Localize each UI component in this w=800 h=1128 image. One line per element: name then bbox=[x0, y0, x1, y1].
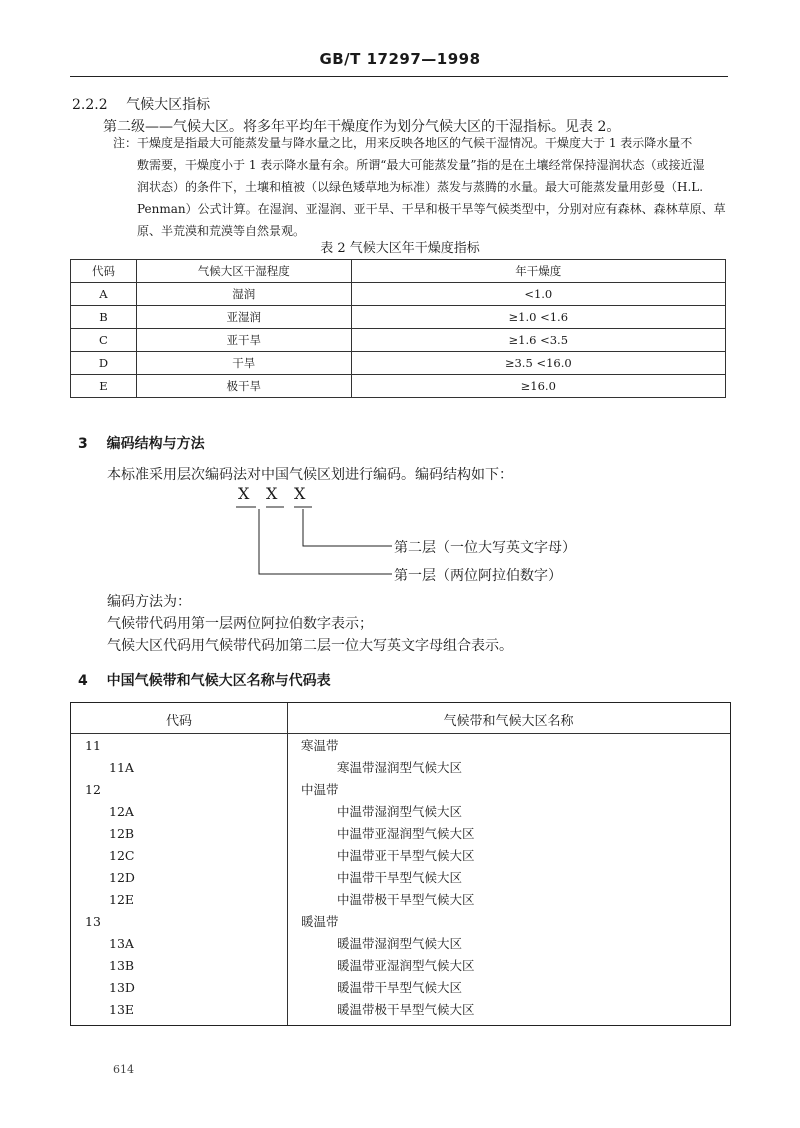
section-title: 气候大区指标 bbox=[126, 97, 211, 113]
cell-humidity: 极干旱 bbox=[136, 375, 351, 398]
section-3-intro: 本标准采用层次编码法对中国气候区划进行编码。编码结构如下： bbox=[107, 467, 513, 483]
table-2 bbox=[70, 259, 726, 398]
section-number: 3 bbox=[78, 436, 88, 452]
cell-humidity: 干旱 bbox=[136, 352, 351, 375]
col-header-humidity: 气候大区干湿程度 bbox=[136, 260, 351, 283]
climate-code-table bbox=[70, 702, 731, 1026]
cell-humidity: 亚干旱 bbox=[136, 329, 351, 352]
col-header-code: 代码 bbox=[71, 260, 137, 283]
row-code: 12 bbox=[85, 782, 101, 797]
row-code: 13D bbox=[109, 980, 135, 995]
coding-method bbox=[107, 591, 513, 657]
row-code: 13E bbox=[109, 1002, 135, 1017]
table-2-caption: 表 2 气候大区年干燥度指标 bbox=[320, 241, 480, 256]
row-name: 暖温带湿润型气候大区 bbox=[337, 936, 463, 951]
table-row bbox=[71, 306, 726, 329]
row-name: 暖温带干旱型气候大区 bbox=[337, 980, 463, 995]
row-code: 11 bbox=[85, 738, 101, 753]
table-row bbox=[71, 352, 726, 375]
coding-structure-diagram bbox=[226, 482, 626, 592]
col-header-aridity: 年干燥度 bbox=[351, 260, 725, 283]
row-name: 中温带亚湿润型气候大区 bbox=[337, 826, 475, 841]
layer-2-label: 第二层（一位大写英文字母） bbox=[394, 540, 576, 556]
code-symbol: X bbox=[238, 484, 250, 503]
method-line: 气候带代码用第一层两位阿拉伯数字表示； bbox=[107, 616, 373, 632]
row-name: 中温带干旱型气候大区 bbox=[337, 870, 463, 885]
cell-code: E bbox=[71, 375, 137, 398]
section-2-2-2-heading bbox=[72, 94, 210, 114]
note-line: Penman）公式计算。在湿润、亚湿润、亚干旱、干旱和极干旱等气候类型中，分别对应有森林、森林草原、草 bbox=[137, 202, 726, 216]
cell-code: B bbox=[71, 306, 137, 329]
row-code: 12A bbox=[109, 804, 134, 819]
method-line: 编码方法为： bbox=[107, 594, 191, 610]
row-name: 暖温带 bbox=[301, 914, 339, 929]
section-3-heading bbox=[78, 433, 205, 453]
row-name: 暖温带极干旱型气候大区 bbox=[337, 1002, 475, 1017]
section-title: 中国气候带和气候大区名称与代码表 bbox=[106, 673, 331, 689]
table-row bbox=[71, 283, 726, 306]
section-4-heading bbox=[78, 670, 331, 690]
code-symbol: X bbox=[294, 484, 306, 503]
cell-humidity: 湿润 bbox=[136, 283, 351, 306]
note-line: 注：干燥度是指最大可能蒸发量与降水量之比，用来反映各地区的气候干湿情况。干燥度大于 1 表示降水量不 bbox=[113, 136, 693, 150]
layer-1-label: 第一层（两位阿拉伯数字） bbox=[394, 568, 562, 584]
table-header-row bbox=[71, 260, 726, 283]
note-block bbox=[113, 132, 728, 242]
row-name: 中温带亚干旱型气候大区 bbox=[337, 848, 475, 863]
row-code: 12B bbox=[109, 826, 135, 841]
cell-code: A bbox=[71, 283, 137, 306]
section-number: 2.2.2 bbox=[72, 97, 108, 113]
standard-code: GB/T 17297—1998 bbox=[319, 50, 481, 68]
table-row bbox=[71, 329, 726, 352]
section-number: 4 bbox=[78, 673, 88, 689]
row-name: 中温带湿润型气候大区 bbox=[337, 804, 463, 819]
method-line: 气候大区代码用气候带代码加第二层一位大写英文字母组合表示。 bbox=[107, 638, 513, 654]
row-code: 13B bbox=[109, 958, 135, 973]
row-name: 中温带 bbox=[301, 782, 339, 797]
column-divider bbox=[287, 703, 288, 1025]
note-line: 敷需要，干燥度小于 1 表示降水量有余。所谓“最大可能蒸发量”指的是在土壤经常保持湿润状态（或接近湿 bbox=[137, 158, 705, 172]
cell-code: C bbox=[71, 329, 137, 352]
row-code: 13 bbox=[85, 914, 101, 929]
row-code: 12E bbox=[109, 892, 135, 907]
cell-humidity: 亚湿润 bbox=[136, 306, 351, 329]
row-name: 暖温带亚湿润型气候大区 bbox=[337, 958, 475, 973]
cell-code: D bbox=[71, 352, 137, 375]
note-line: 润状态）的条件下，土壤和植被（以绿色矮草地为标准）蒸发与蒸腾的水量。最大可能蒸发量用彭曼（H.L. bbox=[137, 180, 704, 194]
cell-aridity: ≥1.0 <1.6 bbox=[351, 306, 725, 329]
row-code: 13A bbox=[109, 936, 134, 951]
col-header-name: 气候带和气候大区名称 bbox=[443, 714, 574, 729]
section-title: 编码结构与方法 bbox=[106, 436, 205, 452]
cell-aridity: ≥1.6 <3.5 bbox=[351, 329, 725, 352]
cell-aridity: ≥3.5 <16.0 bbox=[351, 352, 725, 375]
row-code: 11A bbox=[109, 760, 134, 775]
cell-aridity: ≥16.0 bbox=[351, 375, 725, 398]
page-number: 614 bbox=[113, 1063, 134, 1076]
row-name: 寒温带湿润型气候大区 bbox=[337, 760, 463, 775]
table-row bbox=[71, 375, 726, 398]
row-name: 中温带极干旱型气候大区 bbox=[337, 892, 475, 907]
cell-aridity: <1.0 bbox=[351, 283, 725, 306]
col-header-code: 代码 bbox=[165, 714, 192, 729]
note-line: 原、半荒漠和荒漠等自然景观。 bbox=[137, 224, 306, 238]
section-2-2-2-paragraph: 第二级——气候大区。将多年平均年干燥度作为划分气候大区的干湿指标。见表 2。 bbox=[103, 119, 621, 135]
row-name: 寒温带 bbox=[301, 738, 339, 753]
row-code: 12C bbox=[109, 848, 135, 863]
code-symbol: X bbox=[266, 484, 278, 503]
row-code: 12D bbox=[109, 870, 135, 885]
header-divider bbox=[70, 76, 728, 77]
